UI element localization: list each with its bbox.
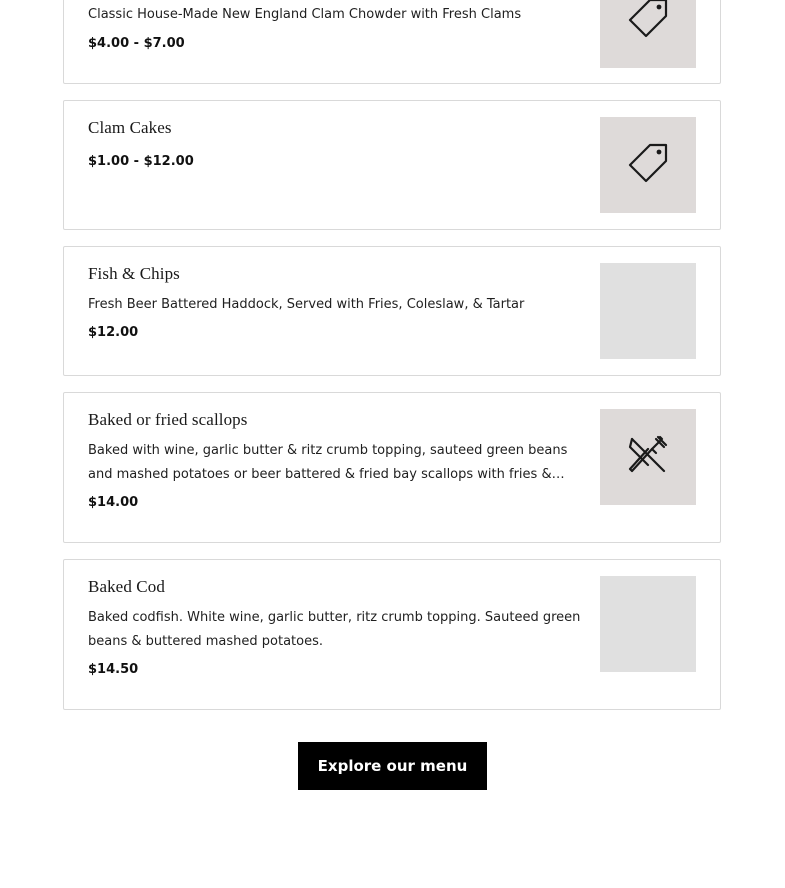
menu-item-image-placeholder [600,263,696,359]
menu-item-description: Classic House-Made New England Clam Chowder with Fresh Clams [88,7,522,22]
menu-item-price: $14.00 [88,495,139,510]
menu-item-title: Clam Cakes [88,118,172,137]
menu-item-title: Baked or fried scallops [88,410,248,429]
menu-item-description: Baked codfish. White wine, garlic butter, ritz crumb topping. Sauteed green beans & buttered mashed potatoes. [88,610,581,649]
menu-item-card[interactable] [63,246,721,376]
price-tag-icon [626,0,670,45]
menu-item-title: Baked Cod [88,577,165,596]
explore-menu-button[interactable]: Explore our menu [298,742,487,790]
menu-item-card[interactable] [63,559,721,710]
menu-item-price: $1.00 - $12.00 [88,154,194,169]
menu-item-card[interactable] [63,100,721,230]
price-tag-icon [626,141,670,190]
menu-item-description: Baked with wine, garlic butter & ritz crumb topping, sauteed green beans and mashed potatoes or beer battered & fried bay scallops with fries & [88,443,568,482]
menu-item-price: $14.50 [88,662,139,677]
fork-knife-icon [626,433,670,482]
menu-item-title: Fish & Chips [88,264,180,283]
menu-item-card[interactable] [63,0,721,84]
menu-item-price: $12.00 [88,325,139,340]
menu-item-image [600,0,696,68]
menu-item-price: $4.00 - $7.00 [88,36,185,51]
menu-item-description: Fresh Beer Battered Haddock, Served with Fries, Coleslaw, & Tartar [88,297,525,312]
menu-item-card[interactable] [63,392,721,543]
menu-item-image [600,117,696,213]
menu-item-image-placeholder [600,576,696,672]
menu-item-image [600,409,696,505]
